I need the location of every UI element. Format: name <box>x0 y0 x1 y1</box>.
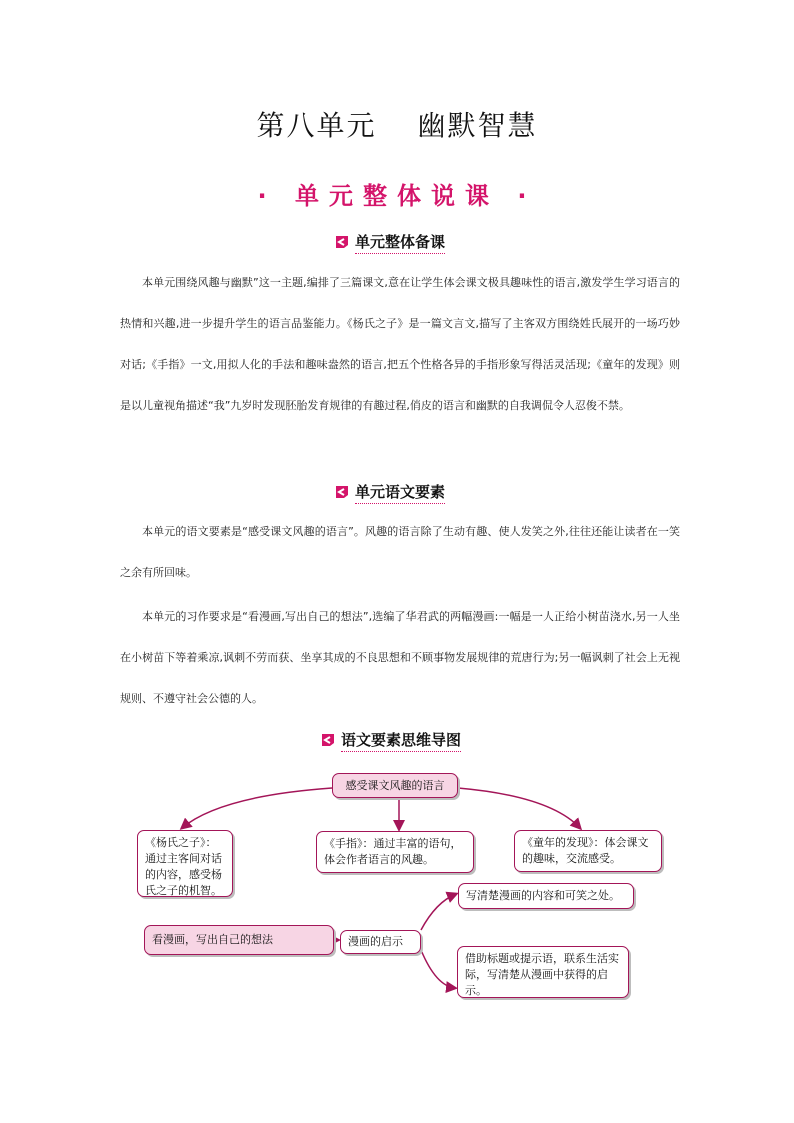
mindmap-leaf-inspiration: 借助标题或提示语，联系生活实际，写清楚从漫画中获得的启示。 <box>457 946 629 998</box>
section-title-elements: 单元语文要素 <box>355 481 445 504</box>
connector-to-leaf1 <box>421 894 456 930</box>
mindmap-root: 感受课文风趣的语言 <box>332 773 458 798</box>
section-text-prep: 本单元围绕风趣与幽默”这一主题,编排了三篇课文,意在让学生体会课文极具趣味性的语言,激发学生学习语言的热情和兴趣,进一步提升学生的语言品鉴能力。《杨氏之子》是一篇文言文,描写了主客双方围绕姓氏展开的一场巧妙对话;《手指》一文,用拟人化的手法和趣味盎然的语言,把五个性格各异的手指形象写得活灵活现;《童年的发现》则是以儿童视角描述“我”九岁时发现胚胎发育规律的有趣过程,俏皮的语言和幽默的自我调侃令人忍俊不禁。 <box>120 276 680 412</box>
section-text-elements-1: 本单元的语文要素是“感受课文风趣的语言”。风趣的语言除了生动有趣、使人发笑之外,往往还能让读者在一笑之余有所回味。 <box>120 525 680 579</box>
mindmap-branch-yangshi: 《杨氏之子》：通过主客间对话的内容，感受杨氏之子的机智。 <box>137 830 233 897</box>
connector-to-leaf2 <box>421 950 455 988</box>
section-title-prep: 单元整体备课 <box>355 231 445 254</box>
page-subtitle: · 单元整体说课 · <box>257 182 537 210</box>
mindmap-middle: 漫画的启示 <box>340 930 421 954</box>
mindmap-branch-tongnian: 《童年的发现》：体会课文的趣味，交流感受。 <box>514 830 662 872</box>
page-title: 第八单元 幽默智慧 <box>256 109 538 142</box>
mindmap-leaf-content: 写清楚漫画的内容和可笑之处。 <box>458 883 634 909</box>
section-text-elements-2: 本单元的习作要求是“看漫画,写出自己的想法”,选编了华君武的两幅漫画:一幅是一人正给小树苗浇水,另一人坐在小树苗下等着乘凉,讽刺不劳而获、坐享其成的不良思想和不顾事物发展规律的荒唐行为;另一幅讽刺了社会上无视规则、不遵守社会公德的人。 <box>120 610 680 705</box>
mindmap-writing-root: 看漫画，写出自己的想法 <box>144 925 334 955</box>
section-title-mindmap: 语文要素思维导图 <box>341 729 461 752</box>
mindmap-branch-shouzhi: 《手指》：通过丰富的语句，体会作者语言的风趣。 <box>316 831 474 873</box>
connector-to-branch1 <box>182 788 332 828</box>
connector-to-branch3 <box>458 788 580 828</box>
